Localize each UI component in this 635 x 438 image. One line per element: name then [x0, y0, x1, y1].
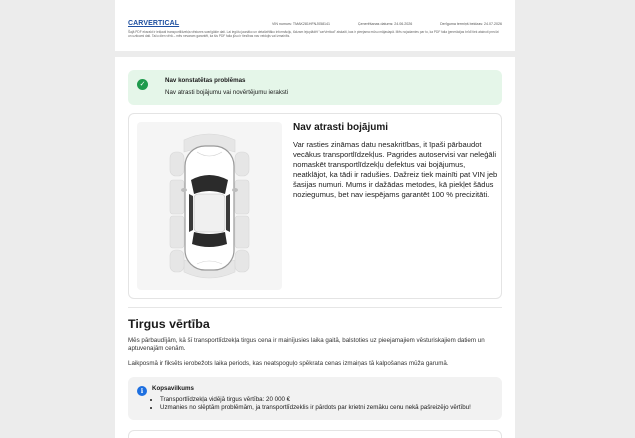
- market-value-description: Mēs pārbaudījām, kā šī transportlīdzekļa tirgus cena ir mainījusies laika gaitā, balstoties uz pieejamajiem vēsturiskajiem datiem un aptuvenajām cenām.: [128, 337, 485, 353]
- damage-card: [128, 113, 502, 299]
- section-divider: [128, 307, 502, 308]
- market-value-title: Tirgus vērtība: [128, 317, 210, 331]
- no-problems-alert: [128, 70, 502, 105]
- damage-text: Var rasties zināmas datu nesakritības, it īpaši pārbaudot vecākus transportlīdzekļus. Pagrides autoservisi var neleģāli nomaskēt transportlīdzekļu defektus vai bojājumus, neatklājot, ka tādi ir radušies. Dažreiz tiek mainīti pat VIN jeb šasijas numuri. Mums ir dažādas metodes, kā piekļet šādus noziegumus, bet nav iespējams garantēt 100 % precizitāti.: [293, 140, 498, 200]
- report-header-page: [115, 0, 515, 51]
- carvertical-logo: [128, 20, 272, 27]
- valid-until: Derīguma termiņš beidzas: 24.07.2026: [440, 21, 502, 26]
- alert-text: Nav atrasti bojājumu vai novērtējumu ieraksti: [165, 89, 289, 96]
- logo-part-vertical: VERTICAL: [143, 20, 180, 27]
- market-value-note: Laikposmā ir fiksēts ierobežots laika periods, kas neatspoguļo spēkrata cenas izmaiņas tā kalpošanas mūža garumā.: [128, 360, 449, 367]
- logo-part-car: CAR: [128, 20, 144, 27]
- info-icon: i: [137, 386, 147, 396]
- disclaimer: Šajā PDF eksrakt ir iekļauti transportlīdzekļa vēstures svarīgākie dati. Lai iegūtu jaunāko un detalizētāko informāciju, lūdzam lejuplādēt "carVertical" atskaiti, kas ir pieejama mūsu mājaslapā. Mēs nojadamies par to, ka PDF faila ģenerācijas brīdī tiek atainoti precīzi un uzticami dati. Taču dien vērā – mēs nevaram garantēt, ka šis PDF faila jūsu ir tiesības nav veidojis vai izmainīts.: [128, 30, 499, 38]
- report-header: [128, 20, 502, 27]
- summary-list: [160, 396, 471, 413]
- next-section-card: [128, 430, 502, 438]
- list-item: • Transportlīdzekļa vidējā tirgus vērtība: 20 000 €: [160, 396, 471, 404]
- check-circle-icon: ✓: [137, 79, 148, 90]
- car-diagram: [137, 122, 282, 290]
- car-top-view-icon: [137, 122, 282, 290]
- damage-title: Nav atrasti bojājumi: [293, 122, 389, 133]
- market-value-summary: [128, 377, 502, 420]
- list-item: • Uzmanies no slēptām problēmām, ja transportlīdzeklis ir pārdots par krietni zemāku cenu nekā pašreizējo vērtību!: [160, 404, 471, 412]
- summary-title: Kopsavilkums: [152, 385, 194, 392]
- report-meta: [272, 22, 502, 26]
- report-date: Ģenerēšanas datums: 24.06.2026: [357, 21, 413, 26]
- report-page: [115, 57, 515, 438]
- vin-number: VIN numurs: TMAK281HFNJ058141: [272, 21, 331, 26]
- alert-title: Nav konstatētas problēmas: [165, 77, 246, 84]
